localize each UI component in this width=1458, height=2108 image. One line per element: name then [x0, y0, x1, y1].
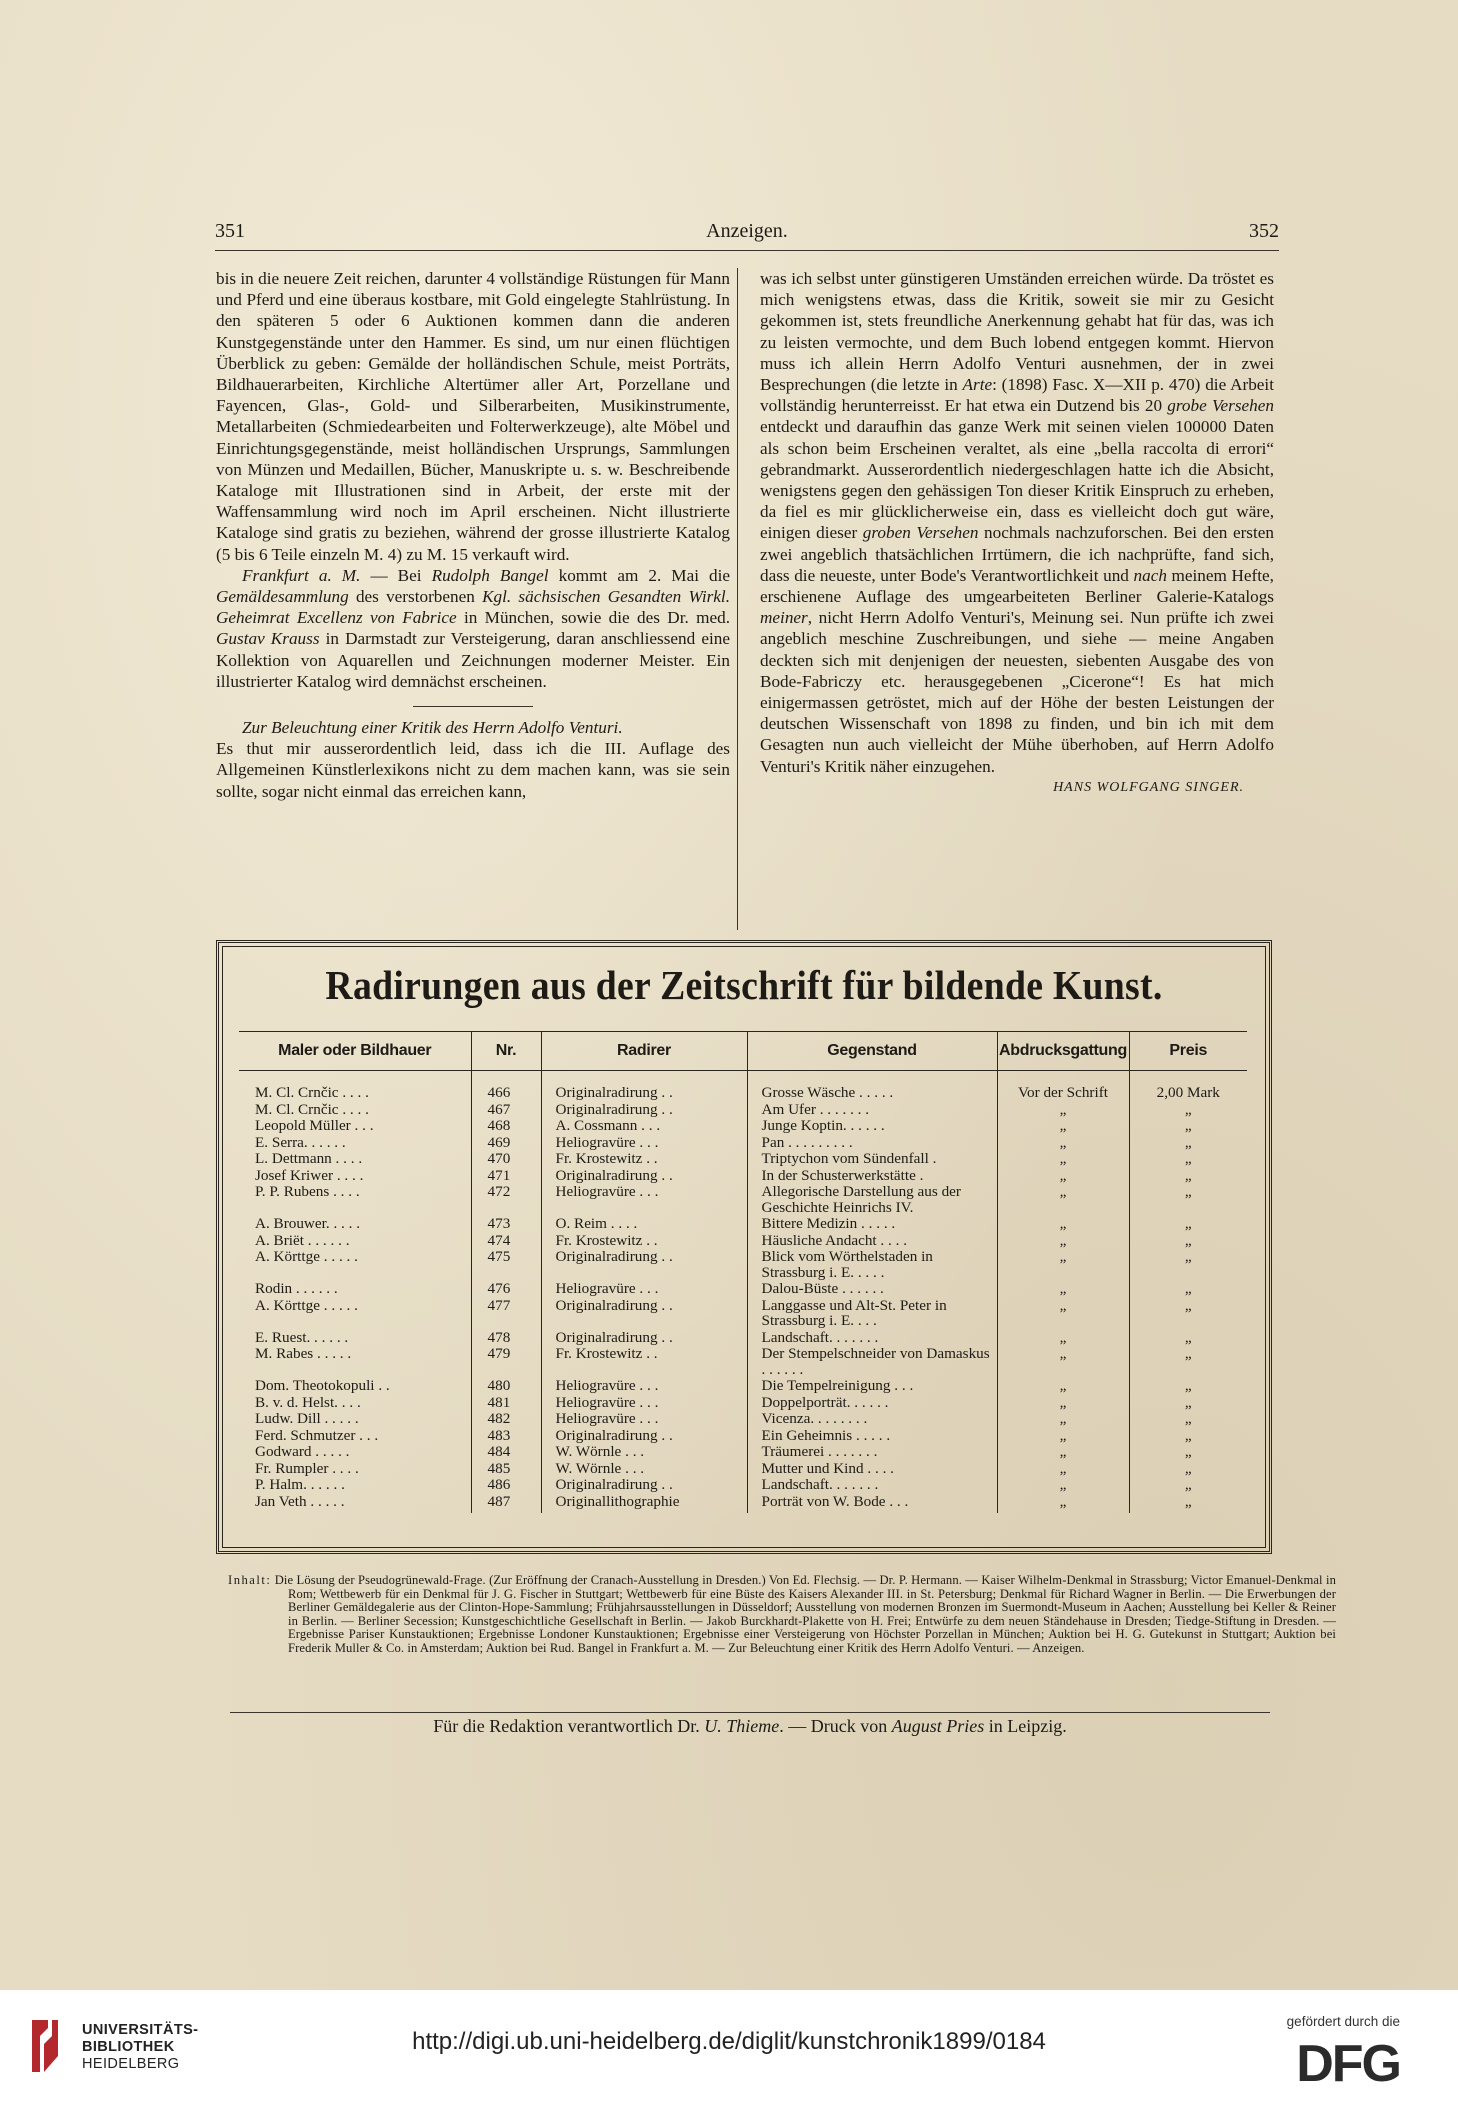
- table-cell-nr: 487: [471, 1494, 541, 1514]
- table-cell-nr: 485: [471, 1461, 541, 1478]
- table-row: [239, 1444, 1247, 1461]
- table-cell-radirer: W. Wörnle . . .: [541, 1461, 747, 1478]
- table-cell-abdruck: „: [997, 1477, 1129, 1494]
- etchings-table: [239, 1031, 1247, 1513]
- table-cell-gegenstand: Blick vom Wörthelstaden in Strassburg i. E. . . . .: [747, 1249, 997, 1281]
- table-cell-nr: 481: [471, 1395, 541, 1412]
- table-cell-abdruck: „: [997, 1428, 1129, 1445]
- table-cell-abdruck: „: [997, 1494, 1129, 1514]
- editor-name: U. Thieme: [704, 1716, 780, 1736]
- table-cell-nr: 478: [471, 1330, 541, 1347]
- table-cell-maler: Rodin . . . . . .: [255, 1280, 338, 1297]
- table-cell-nr: 474: [471, 1233, 541, 1250]
- table-cell-maler: Dom. Theotokopuli . .: [255, 1377, 390, 1394]
- table-cell-nr: 469: [471, 1135, 541, 1152]
- table-cell-maler: A. Briët . . . . . .: [255, 1231, 350, 1249]
- table-cell-radirer: Fr. Krostewitz . .: [541, 1233, 747, 1250]
- table-row: [239, 1216, 1247, 1233]
- table-cell-nr: 484: [471, 1444, 541, 1461]
- page-number-left: 351: [215, 220, 245, 242]
- table-cell-maler: Leopold Müller . . .: [255, 1117, 374, 1134]
- advertisement-title: Radirungen aus der Zeitschrift für bildende Kunst.: [325, 962, 1163, 1008]
- table-row: [239, 1281, 1247, 1298]
- table-cell-preis: „: [1129, 1494, 1247, 1514]
- table-cell-radirer: Fr. Krostewitz . .: [541, 1151, 747, 1168]
- table-cell-preis: „: [1129, 1118, 1247, 1135]
- impressum: [230, 1716, 1270, 1737]
- table-cell-abdruck: „: [997, 1168, 1129, 1185]
- table-cell-radirer: Heliogravüre . . .: [541, 1378, 747, 1395]
- table-cell-nr: 486: [471, 1477, 541, 1494]
- table-cell-maler: Godward . . . . .: [255, 1443, 350, 1460]
- table-cell-preis: „: [1129, 1428, 1247, 1445]
- table-cell-nr: 477: [471, 1298, 541, 1330]
- table-cell-abdruck: „: [997, 1151, 1129, 1168]
- table-cell-maler: M. Rabes . . . . .: [255, 1345, 352, 1362]
- table-row: [239, 1330, 1247, 1347]
- table-cell-radirer: Heliogravüre . . .: [541, 1281, 747, 1298]
- column-header: Abdrucksgattung: [997, 1032, 1129, 1071]
- table-cell-preis: „: [1129, 1249, 1247, 1281]
- table-cell-radirer: Originalradirung . .: [541, 1330, 747, 1347]
- table-cell-abdruck: „: [997, 1330, 1129, 1347]
- table-cell-gegenstand: Am Ufer . . . . . . .: [747, 1102, 997, 1119]
- table-row: [239, 1102, 1247, 1119]
- text-run: entdeckt und daraufhin das ganze Werk mit seinen vielen 100000 Daten als schon beim Erscheinen veraltet, als eine „bella raccolta di errori“ gebrandmarkt. Ausserordentlich niedergeschlagen hatte ich die Absicht, wenigstens gegen den gehässigen Ton dieser Kritik Einspruch zu erheben, da fiel es mir glücklicherweise ein, dass es vielleicht doch gut wäre, einigen dieser: [760, 417, 1274, 543]
- place-name: Frankfurt a. M.: [242, 565, 361, 585]
- venturi-continuation: [760, 268, 1274, 777]
- table-cell-radirer: A. Cossmann . . .: [541, 1118, 747, 1135]
- table-cell-gegenstand: Triptychon vom Sündenfall .: [747, 1151, 997, 1168]
- table-cell-abdruck: „: [997, 1249, 1129, 1281]
- source-url-link[interactable]: http://digi.ub.uni-heidelberg.de/diglit/kunstchronik1899/0184: [412, 2028, 1046, 2055]
- table-cell-preis: „: [1129, 1378, 1247, 1395]
- table-cell-preis: „: [1129, 1233, 1247, 1250]
- table-cell-maler: M. Cl. Crnčic . . . .: [255, 1084, 369, 1101]
- table-cell-gegenstand: Der Stempelschneider von Damaskus . . . . . .: [747, 1346, 997, 1378]
- table-row: [239, 1346, 1247, 1378]
- table-cell-preis: „: [1129, 1216, 1247, 1233]
- text-run: meinem Hefte, erschienene Auflage des umgearbeiteten Berliner Galerie-Katalogs: [760, 565, 1274, 607]
- table-cell-preis: „: [1129, 1444, 1247, 1461]
- contents-label: Inhalt:: [228, 1573, 272, 1587]
- frankfurt-paragraph: [216, 565, 730, 692]
- table-cell-radirer: Originalradirung . .: [541, 1249, 747, 1281]
- table-cell-abdruck: „: [997, 1281, 1129, 1298]
- text-run: . — Druck von: [779, 1716, 892, 1736]
- table-cell-preis: „: [1129, 1346, 1247, 1378]
- text-run: : (1898) Fasc. X—XII p. 470) die Arbeit vollständig herunterreisst. Er hat etwa ein Dutzend bis 20: [760, 375, 1274, 416]
- dfg-logo: DFG: [1296, 2035, 1400, 2093]
- table-cell-gegenstand: Langgasse und Alt-St. Peter in Strassburg i. E. . . .: [747, 1298, 997, 1330]
- table-cell-gegenstand: Mutter und Kind . . . .: [747, 1461, 997, 1478]
- text-run: , nicht Herrn Adolfo Venturi's, Meinung sei. Nun prüfte ich zwei angeblich meschine Zuschreibungen, und siehe — meine Angaben deckten sich mit denjenigen der neuesten, siebenten Ausgabe des von Bode-Fabriczy etc. herausgegebenen „Cicerone“! Es hat mich einigermassen getröstet, mich auf der Höhe der besten Leistungen der deutschen Wissenschaft von 1898 zu finden, und bin ich mit dem Gesagten nun auch vielleicht der Mühe überhoben, auf Herrn Adolfo Venturi's Kritik näher einzugehen.: [760, 608, 1274, 776]
- column-header: Maler oder Bildhauer: [239, 1032, 471, 1071]
- table-cell-maler: A. Körttge . . . . .: [255, 1248, 358, 1265]
- table-cell-maler: Ludw. Dill . . . . .: [255, 1410, 359, 1427]
- table-cell-abdruck: „: [997, 1102, 1129, 1119]
- text-run: des verstorbenen: [348, 587, 483, 607]
- krauss-name: Gustav Krauss: [216, 629, 320, 649]
- table-cell-abdruck: Vor der Schrift: [997, 1071, 1129, 1102]
- table-cell-preis: „: [1129, 1461, 1247, 1478]
- table-cell-gegenstand: Landschaft. . . . . . .: [747, 1330, 997, 1347]
- table-cell-abdruck: „: [997, 1444, 1129, 1461]
- table-cell-gegenstand: Dalou-Büste . . . . . .: [747, 1281, 997, 1298]
- table-cell-gegenstand: Grosse Wäsche . . . . .: [747, 1071, 997, 1102]
- table-cell-preis: „: [1129, 1151, 1247, 1168]
- table-cell-nr: 483: [471, 1428, 541, 1445]
- table-cell-radirer: Originalradirung . .: [541, 1071, 747, 1102]
- left-column: [216, 268, 730, 802]
- library-line: BIBLIOTHEK: [82, 2039, 175, 2055]
- table-cell-gegenstand: Häusliche Andacht . . . .: [747, 1233, 997, 1250]
- owner-name: Kgl. sächsischen Gesandten Wirkl. Geheimrat Excellenz von Fabrice: [216, 587, 730, 628]
- table-cell-maler: A. Körttge . . . . .: [255, 1296, 358, 1314]
- contents-text: Die Lösung der Pseudogrünewald-Frage. (Zur Eröffnung der Cranach-Ausstellung in Dresden.) Von Ed. Flechsig. — Dr. P. Hermann. — Kaiser Wilhelm-Denkmal in Strassburg; Victor Emanuel-Denkmal in Rom; Wettbewerb für ein Denkmal für J. G. Fischer in Stuttgart; Wettbewerb für eine Büste des Kaisers Alexander III. in St. Petersburg; Denkmal für Richard Wagner in Berlin. — Die Erwerbungen der Berliner Gemäldegalerie aus der Clinton-Hope-Sammlung; Frühjahrsausstellungen in Düsseldorf; Ausstellung von modernen Bronzen im Suermondt-Museum in Aachen; Ausstellung bei Keller & Reiner in Berlin. — Berliner Secession; Kunstgeschichtliche Gesellschaft in Berlin. — Jakob Burckhardt-Plakette von H. Frei; Entwürfe zu dem neuen Ständehause in Dresden; Tiedge-Stiftung in Dresden. — Ergebnisse Pariser Kunstauktionen; Ergebnisse Londoner Kunstauktionen; Ergebnisse einer Versteigerung von Höchster Porzellan in München; Auktion bei H. G. Gutekunst in Stuttgart; Auktion bei Frederik Muller & Co. in Amsterdam; Auktion bei Rud. Bangel in Frankfurt a. M. — Zur Beleuchtung einer Kritik des Herrn Adolfo Venturi. — Anzeigen.: [274, 1573, 1336, 1655]
- table-cell-nr: 476: [471, 1281, 541, 1298]
- printer-name: August Pries: [891, 1716, 985, 1736]
- table-cell-radirer: Fr. Krostewitz . .: [541, 1346, 747, 1378]
- table-cell-gegenstand: Vicenza. . . . . . . .: [747, 1411, 997, 1428]
- auction-paragraph: bis in die neuere Zeit reichen, darunter 4 vollständige Rüstungen für Mann und Pferd und eine überaus kostbare, mit Gold eingelegte Stahlrüstung. In den späteren 5 oder 6 Auktionen kommen dann die anderen Kunstgegenstände unter den Hammer. Es sind, um nur einen flüchtigen Überblick zu geben: Gemälde der holländischen Schule, meist Porträts, Bildhauerarbeiten, Kirchliche Altertümer aller Art, Porzellane und Fayencen, Glas-, Gold- und Silberarbeiten, Musikinstrumente, Metallarbeiten (Schmiedearbeiten und Folterwerkzeuge), alte Möbel und Einrichtungsgegenstände, meist holländischen Ursprungs, Sammlungen von Münzen und Medaillen, Bücher, Manuskripte u. s. w. Beschreibende Kataloge mit Illustrationen sind in Arbeit, der erste mit der Waffensammlung wird noch im April erscheinen. Nicht illustrierte Kataloge sind gratis zu beziehen, während der grosse illustrierte Katalog (5 bis 6 Teile einzeln M. 4) zu M. 15 verkauft wird.: [216, 269, 730, 564]
- venturi-paragraph: Es thut mir ausserordentlich leid, dass ich die III. Auflage des Allgemeinen Künstlerlexikons nicht zu dem machen kann, was sie sein sollte, sogar nicht einmal das erreichen kann,: [216, 739, 730, 801]
- emphasis: meiner: [760, 608, 808, 628]
- table-cell-abdruck: „: [997, 1216, 1129, 1233]
- advertisement-inner: [222, 946, 1266, 1548]
- firm-name: Rudolph Bangel: [431, 565, 549, 585]
- column-header: Nr.: [471, 1032, 541, 1071]
- table-cell-preis: „: [1129, 1411, 1247, 1428]
- column-divider: [737, 268, 738, 930]
- table-body: [239, 1071, 1247, 1514]
- table-cell-preis: „: [1129, 1395, 1247, 1412]
- table-cell-preis: „: [1129, 1298, 1247, 1330]
- table-cell-radirer: Originalradirung . .: [541, 1298, 747, 1330]
- table-cell-preis: „: [1129, 1477, 1247, 1494]
- table-cell-preis: 2,00 Mark: [1129, 1071, 1247, 1102]
- table-cell-preis: „: [1129, 1281, 1247, 1298]
- table-row: [239, 1151, 1247, 1168]
- table-cell-gegenstand: Bittere Medizin . . . . .: [747, 1216, 997, 1233]
- table-cell-nr: 475: [471, 1249, 541, 1281]
- table-cell-nr: 473: [471, 1216, 541, 1233]
- column-header: Preis: [1129, 1032, 1247, 1071]
- table-cell-nr: 470: [471, 1151, 541, 1168]
- table-cell-preis: „: [1129, 1135, 1247, 1152]
- table-cell-radirer: Heliogravüre . . .: [541, 1135, 747, 1152]
- table-header-row: [239, 1032, 1247, 1071]
- table-row: [239, 1168, 1247, 1185]
- table-row: [239, 1135, 1247, 1152]
- table-cell-nr: 482: [471, 1411, 541, 1428]
- table-cell-nr: 472: [471, 1184, 541, 1216]
- text-run: in München, sowie die des Dr. med.: [456, 608, 730, 628]
- table-row: [239, 1395, 1247, 1412]
- emphasis: grobe Versehen: [1167, 396, 1274, 416]
- table-cell-gegenstand: Die Tempelreinigung . . .: [747, 1378, 997, 1395]
- table-cell-abdruck: „: [997, 1378, 1129, 1395]
- table-cell-nr: 479: [471, 1346, 541, 1378]
- table-cell-gegenstand: Porträt von W. Bode . . .: [747, 1494, 997, 1514]
- table-cell-abdruck: „: [997, 1346, 1129, 1378]
- table-cell-radirer: Originalradirung . .: [541, 1428, 747, 1445]
- table-cell-gegenstand: Ein Geheimnis . . . . .: [747, 1428, 997, 1445]
- table-cell-gegenstand: Junge Koptin. . . . . .: [747, 1118, 997, 1135]
- contents-summary: [228, 1574, 1336, 1656]
- column-header: Gegenstand: [747, 1032, 997, 1071]
- table-cell-abdruck: „: [997, 1135, 1129, 1152]
- table-cell-radirer: Originalradirung . .: [541, 1168, 747, 1185]
- running-header: [215, 220, 1279, 251]
- table-row: [239, 1477, 1247, 1494]
- table-cell-radirer: Heliogravüre . . .: [541, 1411, 747, 1428]
- library-line: UNIVERSITÄTS-: [82, 2022, 199, 2038]
- table-cell-radirer: Originallithographie: [541, 1494, 747, 1514]
- table-cell-gegenstand: Pan . . . . . . . . .: [747, 1135, 997, 1152]
- table-cell-nr: 467: [471, 1102, 541, 1119]
- table-cell-radirer: W. Wörnle . . .: [541, 1444, 747, 1461]
- column-header: Radirer: [541, 1032, 747, 1071]
- table-cell-nr: 468: [471, 1118, 541, 1135]
- table-cell-radirer: Originalradirung . .: [541, 1477, 747, 1494]
- table-cell-preis: „: [1129, 1168, 1247, 1185]
- table-cell-maler: A. Brouwer. . . . .: [255, 1215, 361, 1232]
- collection-name: Gemäldesammlung: [216, 587, 349, 607]
- table-row: [239, 1298, 1247, 1330]
- text-run: Für die Redaktion verantwortlich Dr.: [433, 1716, 705, 1736]
- funding-note: gefördert durch die: [1286, 2014, 1400, 2029]
- table-cell-abdruck: „: [997, 1411, 1129, 1428]
- divider: [413, 706, 533, 707]
- table-cell-abdruck: „: [997, 1233, 1129, 1250]
- divider: [230, 1712, 1270, 1713]
- table-cell-maler: B. v. d. Helst. . . .: [255, 1393, 361, 1411]
- table-row: [239, 1428, 1247, 1445]
- table-cell-abdruck: „: [997, 1395, 1129, 1412]
- table-cell-maler: P. P. Rubens . . . .: [255, 1183, 360, 1200]
- library-line: HEIDELBERG: [82, 2056, 180, 2072]
- table-cell-abdruck: „: [997, 1118, 1129, 1135]
- table-cell-radirer: Heliogravüre . . .: [541, 1184, 747, 1216]
- text-run: in Leipzig.: [984, 1716, 1067, 1736]
- table-cell-maler: L. Dettmann . . . .: [255, 1150, 363, 1167]
- table-row: [239, 1249, 1247, 1281]
- table-row: [239, 1071, 1247, 1102]
- table-cell-nr: 466: [471, 1071, 541, 1102]
- advertisement-box: [216, 940, 1272, 1554]
- table-cell-gegenstand: In der Schusterwerkstätte .: [747, 1168, 997, 1185]
- table-cell-gegenstand: Träumerei . . . . . . .: [747, 1444, 997, 1461]
- table-cell-maler: M. Cl. Crnčic . . . .: [255, 1100, 369, 1118]
- table-cell-radirer: O. Reim . . . .: [541, 1216, 747, 1233]
- table-row: [239, 1461, 1247, 1478]
- table-cell-gegenstand: Allegorische Darstellung aus der Geschichte Heinrichs IV.: [747, 1184, 997, 1216]
- table-cell-preis: „: [1129, 1102, 1247, 1119]
- text-run: — Bei: [360, 565, 432, 585]
- table-row: [239, 1118, 1247, 1135]
- table-cell-preis: „: [1129, 1184, 1247, 1216]
- table-cell-preis: „: [1129, 1330, 1247, 1347]
- emphasis: nach: [1133, 565, 1167, 585]
- journal-name: Arte: [962, 375, 993, 395]
- table-cell-maler: P. Halm. . . . . .: [255, 1476, 345, 1493]
- author-signature: HANS WOLFGANG SINGER.: [1053, 779, 1244, 795]
- table-cell-gegenstand: Landschaft. . . . . . .: [747, 1477, 997, 1494]
- table-row: [239, 1233, 1247, 1250]
- table-cell-gegenstand: Doppelporträt. . . . . .: [747, 1395, 997, 1412]
- table-row: [239, 1184, 1247, 1216]
- table-cell-abdruck: „: [997, 1298, 1129, 1330]
- table-cell-maler: E. Ruest. . . . . .: [255, 1328, 349, 1346]
- table-cell-nr: 471: [471, 1168, 541, 1185]
- table-cell-maler: E. Serra. . . . . .: [255, 1133, 346, 1151]
- table-cell-maler: Jan Veth . . . . .: [255, 1492, 345, 1510]
- text-run: was ich selbst unter günstigeren Umständen erreichen würde. Da tröstet es mich wenigstens etwas, dass die Kritik, soweit sie mir zu Gesicht gekommen ist, stets freundliche Anerkennung gehabt hat für das, was ich zu leisten vermochte, und dem Buch lobend entgegen kommt. Hiervon muss ich allein Herrn Adolfo Venturi ausnehmen, der in zwei Besprechungen (die letzte in: [760, 269, 1274, 395]
- table-row: [239, 1494, 1247, 1514]
- table-cell-maler: Josef Kriwer . . . .: [255, 1166, 364, 1184]
- article-heading: Zur Beleuchtung einer Kritik des Herrn Adolfo Venturi.: [242, 718, 623, 738]
- text-run: in Darmstadt zur Versteigerung, daran anschliessend eine Kollektion von Aquarellen und Zeichnungen moderner Meister. Ein illustrierter Katalog wird demnächst erscheinen.: [216, 629, 730, 691]
- table-cell-maler: Fr. Rumpler . . . .: [255, 1459, 359, 1477]
- text-run: nochmals nachzuforschen. Bei den ersten zwei angeblich thatsächlichen Irrtümern, die ich nachprüfte, fand sich, dass die neueste, unter Bode's Verantwortlichkeit und: [760, 523, 1274, 585]
- table-cell-radirer: Heliogravüre . . .: [541, 1395, 747, 1412]
- table-cell-abdruck: „: [997, 1461, 1129, 1478]
- text-run: kommt am 2. Mai die: [548, 565, 731, 585]
- table-cell-radirer: Originalradirung . .: [541, 1102, 747, 1119]
- table-row: [239, 1411, 1247, 1428]
- emphasis: groben Versehen: [862, 523, 979, 543]
- right-column: [760, 268, 1274, 798]
- table-row: [239, 1378, 1247, 1395]
- table-cell-abdruck: „: [997, 1184, 1129, 1216]
- page-number-right: 352: [1249, 220, 1279, 242]
- table-cell-nr: 480: [471, 1378, 541, 1395]
- table-cell-maler: Ferd. Schmutzer . . .: [255, 1426, 379, 1444]
- section-title: Anzeigen.: [706, 220, 788, 242]
